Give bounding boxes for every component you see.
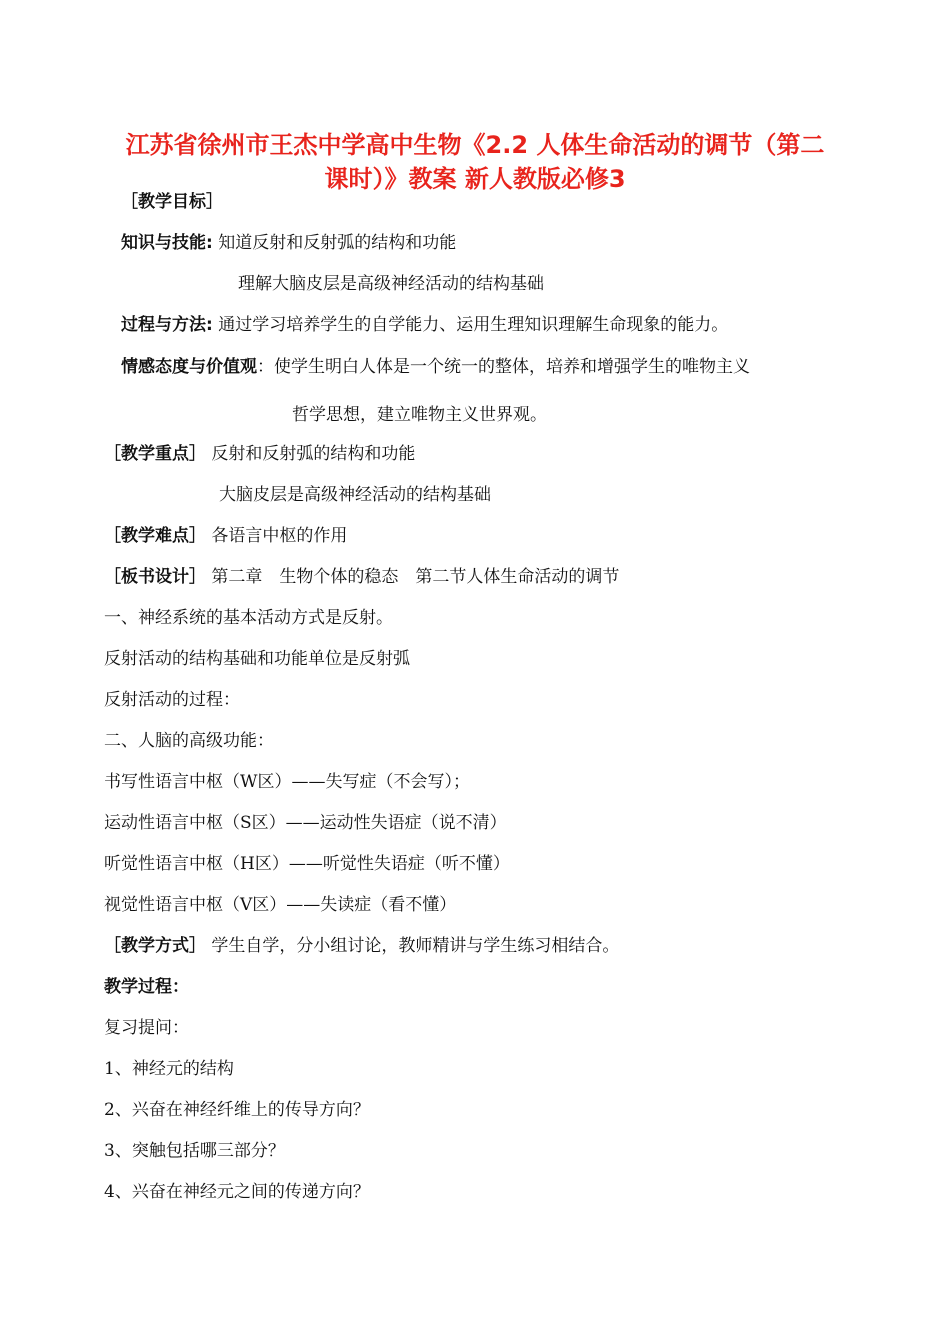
board-line-3: 反射活动的过程：: [104, 690, 240, 710]
process-row: [121, 313, 728, 337]
board-line-5: 书写性语言中枢（W区）——失写症（不会写）；: [104, 772, 470, 792]
emotion-text: ：使学生明白人体是一个统一的整体，培养和增强学生的唯物主义: [257, 357, 750, 377]
emotion-text-2: 哲学思想，建立唯物主义世界观。: [292, 405, 547, 425]
process-label: 过程与方法:: [121, 315, 213, 335]
review-question-2: 2、兴奋在神经纤维上的传导方向？: [104, 1100, 370, 1120]
board-line-4: 二、人脑的高级功能：: [104, 731, 274, 751]
key-point-1: 反射和反射弧的结构和功能: [211, 444, 416, 464]
board-design-row: [104, 565, 619, 589]
review-label: 复习提问：: [104, 1018, 189, 1038]
emotion-label: 情感态度与价值观: [121, 357, 257, 377]
knowledge-label: 知识与技能:: [121, 233, 213, 253]
title-line-1: 江苏省徐州市王杰中学高中生物《2.2 人体生命活动的调节（第二: [125, 131, 825, 159]
board-design-text: 第二章 生物个体的稳态 第二节人体生命活动的调节: [211, 567, 620, 587]
difficulty-row: [104, 524, 347, 548]
board-design-label: ［板书设计］: [104, 567, 206, 587]
objectives-heading: ［教学目标］: [121, 192, 223, 212]
emotion-row: [121, 355, 750, 379]
process-text: 通过学习培养学生的自学能力、运用生理知识理解生命现象的能力。: [218, 315, 729, 335]
document-title: [95, 128, 855, 196]
difficulty-label: ［教学难点］: [104, 526, 206, 546]
method-label: ［教学方式］: [104, 936, 206, 956]
review-question-4: 4、兴奋在神经元之间的传递方向？: [104, 1182, 370, 1202]
review-question-3: 3、突触包括哪三部分？: [104, 1141, 285, 1161]
key-points-row: [104, 442, 415, 466]
board-line-7: 听觉性语言中枢（H区）——听觉性失语症（听不懂）: [104, 854, 510, 874]
difficulty-text: 各语言中枢的作用: [211, 526, 348, 546]
method-row: [104, 934, 619, 958]
board-line-2: 反射活动的结构基础和功能单位是反射弧: [104, 649, 410, 669]
key-point-2: 大脑皮层是高级神经活动的结构基础: [219, 485, 491, 505]
review-question-1: 1、神经元的结构: [104, 1059, 234, 1079]
knowledge-item-2: 理解大脑皮层是高级神经活动的结构基础: [238, 274, 544, 294]
method-text: 学生自学，分小组讨论，教师精讲与学生练习相结合。: [211, 936, 620, 956]
board-line-8: 视觉性语言中枢（V区）——失读症（看不懂）: [104, 895, 457, 915]
title-line-2: 课时）》教案 新人教版必修3: [324, 165, 626, 193]
key-points-label: ［教学重点］: [104, 444, 206, 464]
process-heading: 教学过程：: [104, 977, 189, 997]
knowledge-row: [121, 231, 456, 255]
knowledge-item-1: 知道反射和反射弧的结构和功能: [218, 233, 457, 253]
board-line-6: 运动性语言中枢（S区）——运动性失语症（说不清）: [104, 813, 507, 833]
board-line-1: 一、神经系统的基本活动方式是反射。: [104, 608, 393, 628]
